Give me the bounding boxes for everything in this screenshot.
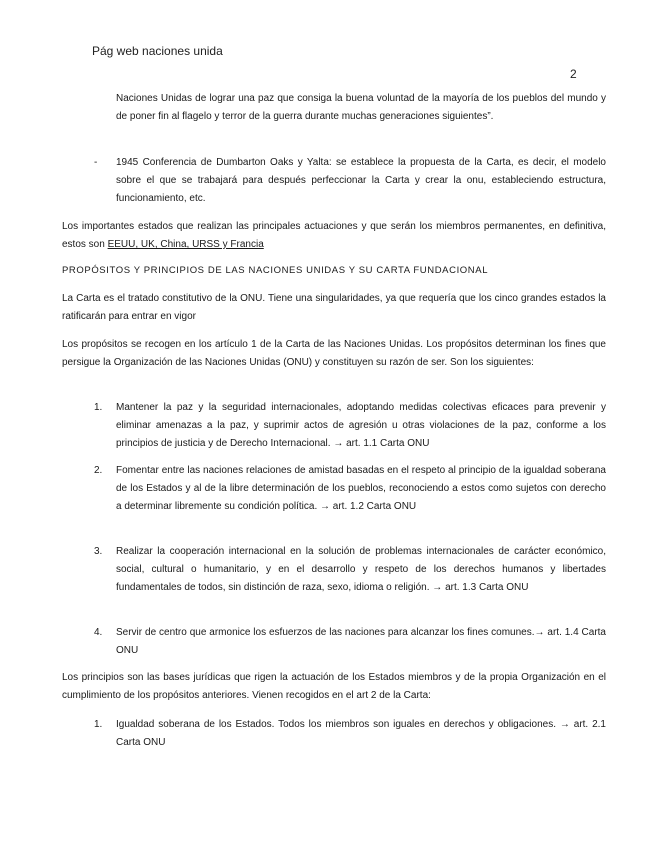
purpose-item: Servir de centro que armonice los esfuerzos de las naciones para alcanzar los fines comunes.→ art. 1.4 Carta ONU	[116, 627, 606, 656]
page-header: Pág web naciones unida	[92, 44, 223, 58]
states-list-underlined: EEUU, UK, China, URSS y Francia	[107, 239, 264, 250]
principles-intro-paragraph: Los principios son las bases jurídicas que rigen la actuación de los Estados miembros y de la propia Organización en el cumplimiento de los propósitos anteriores. Vienen recogidos en el art 2 de la Carta:	[62, 672, 606, 701]
purpose-number: 4.	[94, 627, 103, 638]
purpose-item: Mantener la paz y la seguridad internacionales, adoptando medidas colectivas eficaces para prevenir y eliminar amenazas a la paz, y suprimir actos de agresión u otras violaciones de la paz, conforme a los principios de justicia y de Derecho Internacional. → art. 1.1 Carta ONU	[116, 402, 606, 449]
purposes-intro-paragraph: Los propósitos se recogen en los artículo 1 de la Carta de las Naciones Unidas. Los propósitos determinan los fines que persigue la Organización de las Naciones Unidas (ONU) y constituyen su razón de ser. Son los siguientes:	[62, 339, 606, 368]
purpose-item: Realizar la cooperación internacional en la solución de problemas internacionales de carácter económico, social, cultural o humanitario, y en el desarrollo y respeto de los derechos humanos y libertades fundamentales de todos, sin distinción de raza, sexo, idioma o religión. → art. 1.3 Carta ONU	[116, 546, 606, 593]
principle-item: Igualdad soberana de los Estados. Todos los miembros son iguales en derechos y obligaciones. → art. 2.1 Carta ONU	[116, 719, 606, 748]
quote-paragraph: Naciones Unidas de lograr una paz que consiga la buena voluntad de la mayoría de los pueblos del mundo y de poner fin al flagelo y terror de la guerra durante muchas generaciones siguientes”.	[116, 93, 606, 122]
purpose-number: 1.	[94, 402, 103, 413]
principle-number: 1.	[94, 719, 103, 730]
bullet-item-1945: 1945 Conferencia de Dumbarton Oaks y Yalta: se establece la propuesta de la Carta, es decir, el modelo sobre el que se trabajará para después perfeccionar la Carta y crear la onu, estableciendo estructura, funcionamiento, etc.	[116, 157, 606, 204]
section-heading: PROPÓSITOS Y PRINCIPIOS DE LAS NACIONES UNIDAS Y SU CARTA FUNDACIONAL	[62, 265, 489, 276]
bullet-mark: -	[94, 157, 98, 168]
purpose-number: 3.	[94, 546, 103, 557]
purpose-number: 2.	[94, 465, 103, 476]
purpose-item: Fomentar entre las naciones relaciones de amistad basadas en el respeto al principio de la igualdad soberana de los Estados y al de la libre determinación de los pueblos, reconociendo a estos como sujetos con derecho a determinar libremente su condición política. → art. 1.2 Carta ONU	[116, 465, 606, 512]
page-number: 2	[570, 67, 577, 81]
states-paragraph-text: Los importantes estados que realizan las principales actuaciones y que serán los miembros permanentes, en definitiva, estos son	[62, 221, 606, 250]
states-paragraph	[62, 218, 606, 254]
charter-paragraph: La Carta es el tratado constitutivo de la ONU. Tiene una singularidades, ya que requería que los cinco grandes estados la ratificarán para entrar en vigor	[62, 293, 606, 322]
